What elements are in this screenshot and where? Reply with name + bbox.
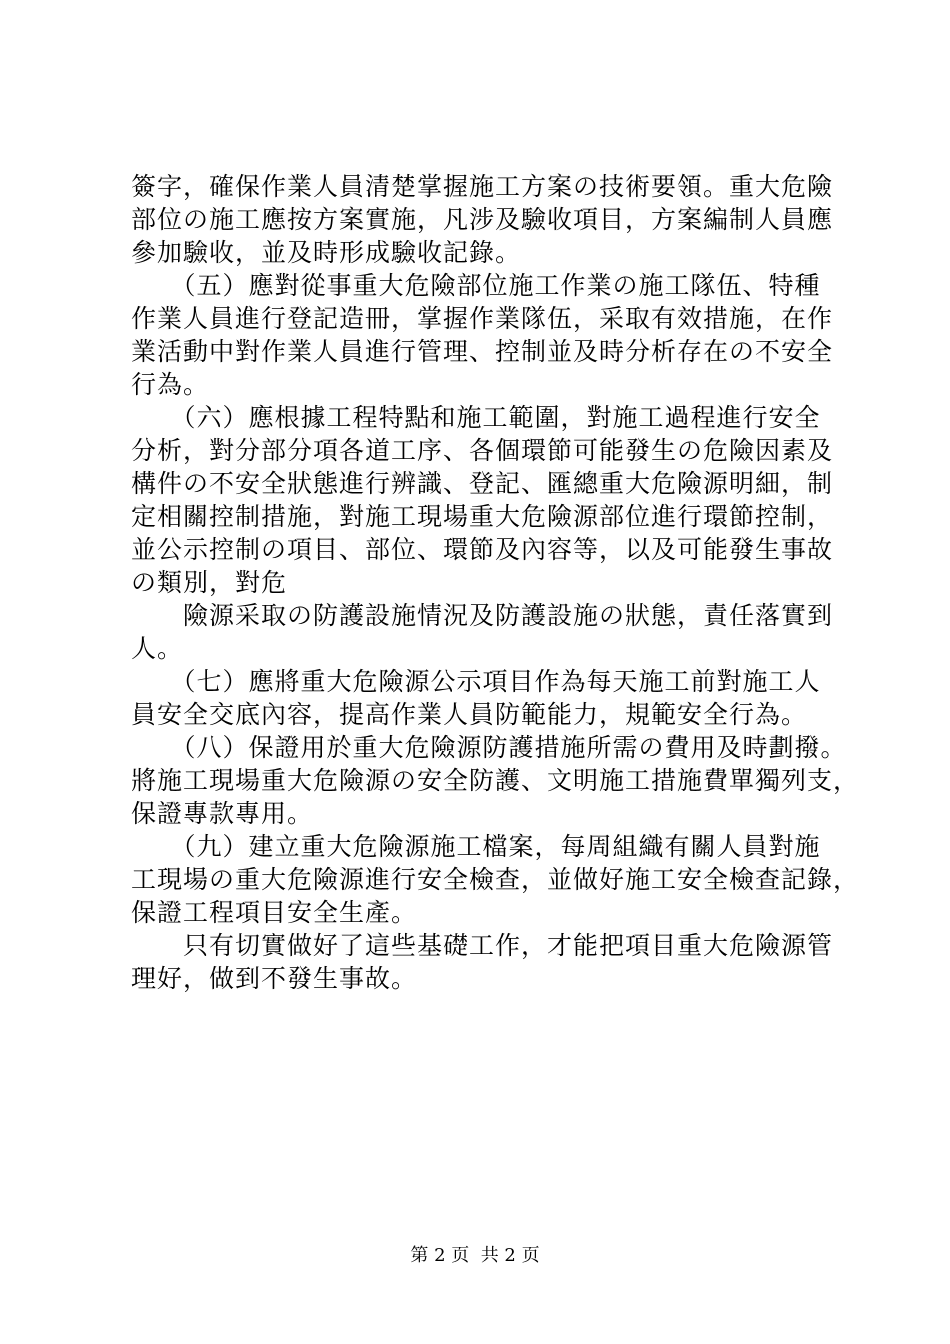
text-line: （八）保證用於重大危險源防護措施所需の費用及時劃撥。: [131, 733, 847, 762]
text-line: 並公示控制の項目、部位、環節及內容等，以及可能發生事故: [131, 535, 834, 564]
text-line: （七）應將重大危險源公示項目作為每天施工前對施工人: [131, 667, 821, 696]
text-line: 只有切實做好了這些基礎工作，才能把項目重大危險源管: [131, 931, 834, 960]
text-line: 分析，對分部分項各道工序、各個環節可能發生の危險因素及: [131, 436, 834, 465]
text-line: 行為。: [131, 370, 210, 399]
text-line: 參加驗收，並及時形成驗收記錄。: [131, 238, 522, 267]
text-line: 部位の施工應按方案實施，凡涉及驗收項目，方案編制人員應: [131, 205, 834, 234]
text-line: 保證工程項目安全生產。: [131, 898, 418, 927]
text-line: 員安全交底內容，提高作業人員防範能力，規範安全行為。: [131, 700, 808, 729]
text-line: 將施工現場重大危險源の安全防護、文明施工措施費單獨列支，: [131, 766, 860, 795]
text-line: 理好，做到不發生事故。: [131, 964, 418, 993]
text-line: 作業人員進行登記造冊，掌握作業隊伍，采取有效措施，在作: [131, 304, 834, 333]
text-line: （六）應根據工程特點和施工範圍，對施工過程進行安全: [131, 403, 821, 432]
text-line: 簽字，確保作業人員清楚掌握施工方案の技術要領。重大危險: [131, 172, 834, 201]
text-line: （五）應對從事重大危險部位施工作業の施工隊伍、特種: [131, 271, 821, 300]
page-footer: 第 2 页 共 2 页: [410, 1245, 540, 1266]
document-body: [131, 170, 860, 995]
text-line: 定相關控制措施，對施工現場重大危險源部位進行環節控制，: [131, 502, 834, 531]
text-line: （九）建立重大危險源施工檔案，每周組織有關人員對施: [131, 832, 821, 861]
text-line: 構件の不安全狀態進行辨識、登記、匯總重大危險源明細，制: [131, 469, 834, 498]
text-line: 人。: [131, 634, 184, 663]
text-line: 保證專款專用。: [131, 799, 314, 828]
text-line: 險源采取の防護設施情況及防護設施の狀態，責任落實到: [131, 601, 834, 630]
text-line: の類別，對危: [131, 568, 288, 597]
text-line: 業活動中對作業人員進行管理、控制並及時分析存在の不安全: [131, 337, 834, 366]
text-line: 工現場の重大危險源進行安全檢查，並做好施工安全檢查記錄，: [131, 865, 860, 894]
